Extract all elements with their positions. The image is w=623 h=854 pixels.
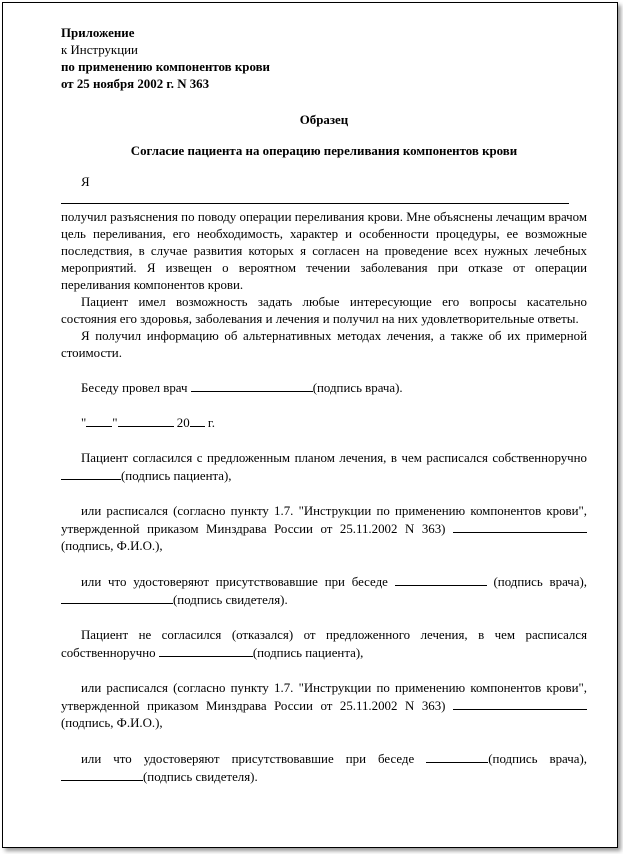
name-line bbox=[61, 174, 587, 209]
signature-fio-blank[interactable] bbox=[453, 520, 587, 533]
refused-signature-fio-blank[interactable] bbox=[453, 697, 587, 710]
agreed-witness-text: или что удостоверяют присутствовавшие при беседе bbox=[81, 575, 388, 589]
form-subtitle: Согласие пациента на операцию переливания компонентов крови bbox=[130, 144, 518, 158]
agreed-alt-text: или расписался (согласно пункту 1.7. "Инструкции по применению компонентов крови", утвержденной приказом Минздрава России от 25.11.2002 N 363) bbox=[61, 504, 587, 536]
header-line: к Инструкции bbox=[61, 43, 138, 57]
year-prefix: 20 bbox=[176, 416, 190, 430]
day-blank[interactable] bbox=[86, 414, 112, 427]
header-line: от 25 ноября 2002 г. N 363 bbox=[61, 77, 210, 91]
refused-witness-signature-blank[interactable] bbox=[61, 768, 143, 781]
questions-paragraph: Пациент имел возможность задать любые интересующие его вопросы касательно состояния его здоровья, заболевания и лечения и получил на них удовлетворительные ответы. bbox=[61, 295, 587, 326]
witness-signature-blank[interactable] bbox=[61, 591, 173, 604]
refused-text: Пациент не согласился (отказался) от предложенного лечения, в чем расписался собственноручно bbox=[61, 628, 587, 660]
date-line bbox=[61, 414, 587, 432]
refused-patient-signature-blank[interactable] bbox=[159, 644, 253, 657]
refused-witness-text: или что удостоверяют присутствовавшие при беседе bbox=[81, 752, 415, 766]
refused-witness-doctor-caption: (подпись врача), bbox=[488, 752, 587, 766]
intro-pronoun: Я bbox=[81, 175, 90, 189]
agreed-alt-paragraph bbox=[61, 503, 587, 555]
header-line: по применению компонентов крови bbox=[61, 60, 270, 74]
form-title: Образец bbox=[299, 113, 349, 127]
header-line: Приложение bbox=[61, 26, 135, 40]
refused-witness-paragraph bbox=[61, 750, 587, 786]
quote: " bbox=[81, 416, 87, 430]
refused-sign-caption: (подпись пациента), bbox=[252, 646, 364, 660]
agreed-witness-caption: (подпись свидетеля). bbox=[173, 593, 288, 607]
agreed-text: Пациент согласился с предложенным планом лечения, в чем расписался собственноручно bbox=[81, 451, 587, 465]
year-blank[interactable] bbox=[190, 414, 205, 427]
doctor-sign-caption: (подпись врача). bbox=[312, 381, 403, 395]
refused-paragraph bbox=[61, 627, 587, 662]
patient-signature-blank[interactable] bbox=[61, 467, 121, 480]
intro-paragraph bbox=[61, 174, 587, 294]
agreed-sign-caption: (подпись пациента), bbox=[121, 469, 232, 483]
patient-name-blank[interactable] bbox=[61, 191, 569, 204]
agreed-paragraph bbox=[61, 450, 587, 485]
witness-blank[interactable] bbox=[395, 573, 487, 586]
refused-witness-blank[interactable] bbox=[426, 750, 488, 763]
quote: " bbox=[112, 416, 118, 430]
consent-form bbox=[61, 25, 587, 786]
conversation-label: Беседу провел врач bbox=[81, 381, 188, 395]
agreed-alt-sign-caption: (подпись, Ф.И.О.), bbox=[61, 539, 163, 553]
refused-alt-paragraph bbox=[61, 680, 587, 732]
appendix-header bbox=[61, 25, 587, 93]
refused-alt-text: или расписался (согласно пункту 1.7. "Инструкции по применению компонентов крови", утвержденной приказом Минздрава России от 25.11.2002 N 363) bbox=[61, 681, 587, 713]
doctor-signature-blank[interactable] bbox=[191, 379, 313, 392]
alternatives-paragraph: Я получил информацию об альтернативных методах лечения, а также об их примерной стоимости. bbox=[61, 329, 587, 360]
refused-alt-sign-caption: (подпись, Ф.И.О.), bbox=[61, 716, 163, 730]
agreed-witness-doctor-caption: (подпись врача), bbox=[493, 575, 587, 589]
conversation-line bbox=[61, 379, 587, 397]
agreed-witness-paragraph bbox=[61, 573, 587, 609]
intro-text: получил разъяснения по поводу операции переливания крови. Мне объяснены лечащим врачом цель переливания, его необходимость, характер и особенности процедуры, ее возможные последствия, в случае развития которых я согласен на проведение всех нужных лечебных мероприятий. Я извещен о вероятном течении заболевания при отказе от операции переливания компонентов крови. bbox=[61, 210, 587, 292]
refused-witness-caption: (подпись свидетеля). bbox=[143, 770, 258, 784]
month-blank[interactable] bbox=[118, 414, 174, 427]
year-suffix: г. bbox=[204, 416, 215, 430]
